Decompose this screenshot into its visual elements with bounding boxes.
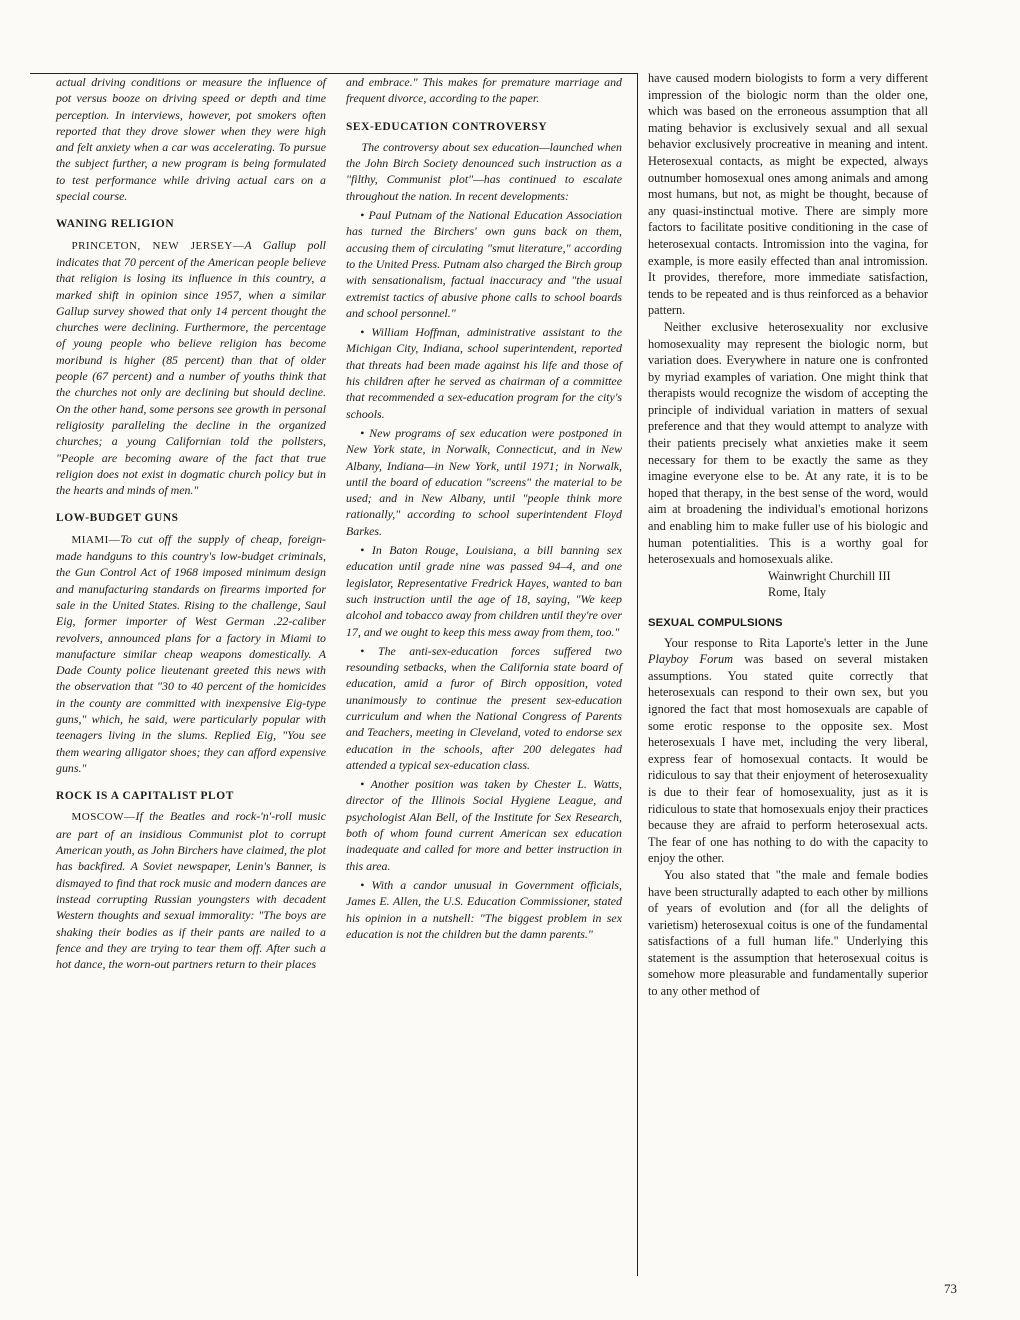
page-number: 73 xyxy=(944,1281,957,1296)
list-item: • With a candor unusual in Government officials, James E. Allen, the U.S. Education Commissioner, stated his opinion in a nutshell: "The biggest problem in sex education is not the children but the damn parents." xyxy=(346,877,622,941)
column-middle xyxy=(346,74,622,942)
letter-paragraph: have caused modern biologists to form a very different impression of the biologic norm than the older one, which was based on the erroneous assumption that all mating behavior is exclusively sexual and all sexual behavior exclusively procreative in meaning and intent. Heterosexual contacts, as might be expected, always outnumber homosexual ones among animals and among most humans, but not, as might be thought, because of any quasi-instinctual motive. There are simply more factors to facilitate positive conditioning in the case of heterosexual contacts. Intromission into the vagina, for example, is more easily effected than anal intromission. It provides, therefore, more immediate satisfaction, tends to be repeated and is thus reinforced as a behavior pattern. xyxy=(648,71,928,318)
letter-paragraph: You also stated that "the male and female bodies have been structurally adapted to each other by millions of years of evolution and (for all the delights of varietism) heterosexual coitus is one of the fundamental satisfactions of a full human life." Underlying this statement is the assumption that heterosexual coitus is somehow more pleasurable and fundamentally superior to any other method of xyxy=(648,867,928,999)
bullet-icon: • xyxy=(360,643,378,658)
bullet-icon: • xyxy=(360,777,371,792)
magazine-name: Playboy Forum xyxy=(648,652,734,667)
list-item: • Another position was taken by Chester L. Watts, director of the Illinois Social Hygiene League, and psychologist Alan Bell, of the Institute for Sex Research, both of whom found current American sex education inadequate and called for more and better instruction in this area. xyxy=(346,777,622,873)
section-heading-waning-religion: WANING RELIGION xyxy=(56,218,175,231)
waning-religion-paragraph: PRINCETON, NEW JERSEY—A Gallup poll indicates that 70 percent of the American people believe that religion is losing its influence in this country, a marked shift in opinion since 1957, when a similar Gallup survey showed that only 14 percent thought the churches were declining. Furthermore, the percentage of young people who believe religion has become moribund is higher (85 percent) than that of older people (67 percent) and a number of youths think that the churches not only are declining but should decline. On the other hand, some persons see growth in personal religiosity paralleling the decline in the organized churches; a young Californian told the pollsters, "People are becoming aware of the fact that true religion does not exist in dogmatic church policy but in the hearts and minds of men." xyxy=(56,237,326,498)
letter-paragraph: Your response to Rita Laporte's letter in the June Playboy Forum was based on several mistaken assumptions. You stated quite correctly that heterosexuals can respond to their own sex, but you ignored the fact that most homosexuals are capable of some erotic response to the opposite sex. Most heterosexuals I have met, including the very liberal, express fear of homosexual contacts. It would be ridiculous to say that their enjoyment of heterosexuality is due to their fear of homosexuality, just as it is ridiculous to state that homosexuals enjoy their practices because they are afraid to perform heterosexual acts. The fear of one has nothing to do with the capacity to enjoy the other. xyxy=(648,635,928,866)
list-item: • The anti-sex-education forces suffered two resounding setbacks, when the California state board of education, amid a furor of Birch opposition, voted unanimously to continue the present sex-education curriculum and when the National Congress of Parents and Teachers, meeting in Cleveland, voted to endorse sex education in the schools, after 200 delegates had attended a typical sex-education class. xyxy=(346,643,622,772)
list-item: • Paul Putnam of the National Education Association has turned the Birchers' own guns back on them, accusing them of circulating "smut literature," according to the United Press. Putnam also charged the Birch group with sensationalism, factual inaccuracy and "the usual extremist tactics of abusive phone calls to school boards and school personnel." xyxy=(346,208,622,320)
bullet-icon: • xyxy=(360,425,370,440)
signature-name: Wainwright Churchill III xyxy=(768,568,891,583)
bullet-icon: • xyxy=(360,208,369,223)
list-item: • In Baton Rouge, Louisiana, a bill banning sex education until grade nine was passed 94–4, and one legislator, Representative Fredrick Hayes, wanted to ban such instruction until the age of 18, saying, "We keep alcohol and tobacco away from children until they're over 17, and we ought to keep this mess away from them, too." xyxy=(346,543,622,639)
bullet-icon: • xyxy=(360,543,372,558)
list-item: • New programs of sex education were postponed in New York state, in Norwalk, Connecticut, and in New Albany, Indiana—in New York, until 1971; in Norwalk, until the board of education "screens" the material to be used; and in New Albany, until "people think more rationally," according to school superintendent Floyd Barkes. xyxy=(346,425,622,538)
bullet-icon: • xyxy=(360,877,372,892)
dateline: PRINCETON, NEW JERSEY— xyxy=(71,239,245,252)
bullet-icon: • xyxy=(360,325,372,340)
column-right xyxy=(648,70,928,1000)
list-item: • William Hoffman, administrative assistant to the Michigan City, Indiana, school superintendent, reported that threats had been made against his life and those of his children after he served as chairman of a committee that recommended a sex-education program for the city's schools. xyxy=(346,325,622,421)
sex-education-paragraph: The controversy about sex education—launched when the John Birch Society denounced such instruction as a "filthy, Communist plot"—has continued to escalate throughout the nation. In recent developments: xyxy=(346,139,622,203)
section-heading-sex-education: SEX-EDUCATION CONTROVERSY xyxy=(346,120,548,133)
section-heading-sexual-compulsions: SEXUAL COMPULSIONS xyxy=(648,617,783,629)
signature-place: Rome, Italy xyxy=(768,585,827,600)
letter-paragraph: Neither exclusive heterosexuality nor exclusive homosexuality may represent the biologic norm, but variation does. Everywhere in nature one is confronted by myriad examples of variation. One might think that therapists would recognize the wisdom of accepting the principle of individual variation in matters of sexual preference and that they would attempt to analyze with their patients precisely what anxieties make it seem necessary for them to be exactly the same as they imagine everyone else to be. At any rate, it is to be hoped that therapy, in the best sense of the word, would aim at broadening the individual's emotional horizons and enabling him to make fuller use of his biologic and human potentialities. This is a worthy goal for heterosexuals and homosexuals alike. xyxy=(648,319,928,567)
section-heading-rock: ROCK IS A CAPITALIST PLOT xyxy=(56,790,234,803)
dateline: MIAMI— xyxy=(71,533,121,546)
section-heading-low-budget-guns: LOW-BUDGET GUNS xyxy=(56,512,179,525)
column-left xyxy=(56,74,326,972)
dateline: MOSCOW— xyxy=(71,811,136,824)
intro-paragraph: and embrace." This makes for premature marriage and frequent divorce, according to the paper. xyxy=(346,75,622,106)
rock-paragraph: MOSCOW—If the Beatles and rock-'n'-roll music are part of an insidious Communist plot to corrupt American youth, as John Birchers have claimed, the plot has backfired. A Soviet newspaper, Lenin's Banner, is dismayed to find that rock music and modern dances are instead corrupting Russian youngsters with decadent Western thoughts and sexual immorality: "The boys are shaking their bodies as if their pants are nailed to a fence and they are trying to tear them off. After such a hot dance, the worn-out partners return to their places xyxy=(56,809,326,972)
low-budget-guns-paragraph: MIAMI—To cut off the supply of cheap, foreign-made handguns to this country's low-budget criminals, the Gun Control Act of 1968 imposed minimum design and manufacturing standards on firearms imported for sale in the United States. Rising to the challenge, Saul Eig, former importer of West German .22-caliber revolvers, announced plans for a factory in Miami to manufacture similar cheap weapons domestically. A Dade County police lieutenant greeted this news with the observation that "30 to 40 percent of the homicides in the county are committed with inexpensive Eig-type guns," which, he said, were particularly popular with teenagers living in the slums. Replied Eig, "You see them wearing alligator shoes; they can afford expensive guns." xyxy=(56,531,326,775)
intro-paragraph: actual driving conditions or measure the influence of pot versus booze on driving speed or depth and time perception. In interviews, however, pot smokers often reported that they drove slower when they were high and felt anxiety when a car was accelerating. To pursue the subject further, a new program is being formulated to test performance while driving actual cars on a special course. xyxy=(56,75,326,204)
